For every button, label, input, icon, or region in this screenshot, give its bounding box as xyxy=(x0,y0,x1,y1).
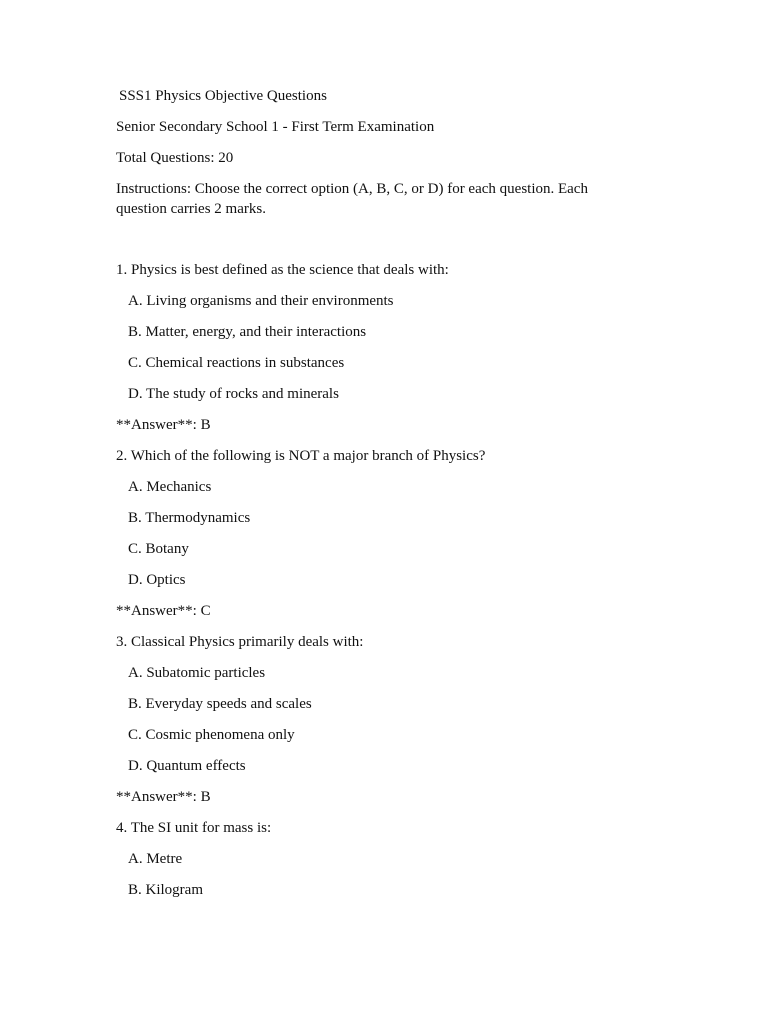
question-text: 2. Which of the following is NOT a major branch of Physics? xyxy=(116,448,486,464)
option-item: C. Chemical reactions in substances xyxy=(128,355,345,371)
option-item: B. Everyday speeds and scales xyxy=(128,696,312,712)
answer-line: **Answer**: B xyxy=(116,417,211,433)
answer-line: **Answer**: B xyxy=(116,789,211,805)
question-item xyxy=(116,632,636,807)
option-item: C. Cosmic phenomena only xyxy=(128,727,295,743)
question-item xyxy=(116,260,636,435)
question-text: 3. Classical Physics primarily deals with: xyxy=(116,634,364,650)
option-item: A. Metre xyxy=(128,851,183,867)
question-text: 1. Physics is best defined as the science that deals with: xyxy=(116,262,449,278)
option-item: A. Living organisms and their environments xyxy=(128,293,394,309)
question-item xyxy=(116,818,636,900)
option-item: D. The study of rocks and minerals xyxy=(128,386,339,402)
total-questions: Total Questions: 20 xyxy=(116,150,234,166)
document-content xyxy=(116,86,636,900)
option-item: D. Optics xyxy=(128,572,186,588)
option-item: B. Matter, energy, and their interactions xyxy=(128,324,367,340)
answer-line: **Answer**: C xyxy=(116,603,211,619)
option-item: B. Kilogram xyxy=(128,882,203,898)
question-text: 4. The SI unit for mass is: xyxy=(116,820,272,836)
option-item: D. Quantum effects xyxy=(128,758,246,774)
question-item xyxy=(116,446,636,621)
question-list xyxy=(116,260,636,900)
option-item: A. Subatomic particles xyxy=(128,665,266,681)
option-item: B. Thermodynamics xyxy=(128,510,251,526)
option-item: C. Botany xyxy=(128,541,189,557)
document-subtitle: Senior Secondary School 1 - First Term Examination xyxy=(116,119,435,135)
option-item: A. Mechanics xyxy=(128,479,212,495)
document-title: SSS1 Physics Objective Questions xyxy=(119,88,327,104)
instructions-text: Instructions: Choose the correct option (A, B, C, or D) for each question. Each question carries 2 marks. xyxy=(116,181,592,217)
